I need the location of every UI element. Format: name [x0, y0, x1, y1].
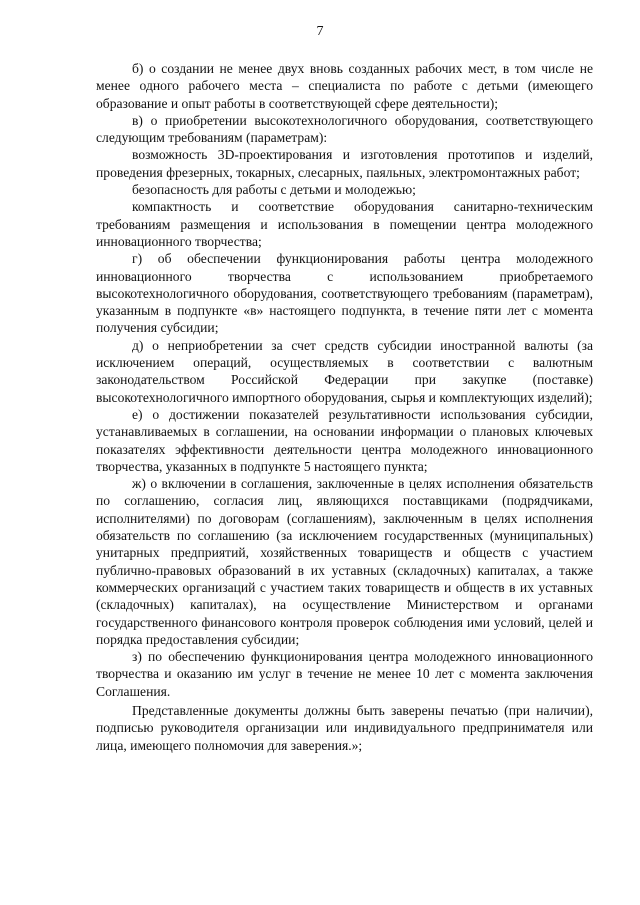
paragraph-v-requirement-compactness: компактность и соответствие оборудования санитарно-техническим требованиям размещения и использования в помещении центра молодежного инновационного творчества; [96, 199, 593, 249]
paragraph-b: б) о создании не менее двух вновь созданных рабочих мест, в том числе не менее одного рабочего места – специалиста по работе с детьми (имеющего образование и опыт работы в соответствующей сфере деятельности); [96, 61, 593, 111]
paragraph-g: г) об обеспечении функционирования работы центра молодежного инновационного творчества с использованием приобретаемого высокотехнологичного оборудования, соответствующего требованиям (параметрам), указанным в подпункте «в» настоящего подпункта, в течение пяти лет с момента получения субсидии; [96, 251, 593, 336]
paragraph-e: е) о достижении показателей результативности использования субсидии, устанавливаемых в соглашении, на основании информации о плановых ключевых показателях эффективности деятельности центра молодежного инновационного творчества, указанных в подпункте 5 настоящего пункта; [96, 406, 593, 474]
paragraph-v-requirement-3d: возможность 3D-проектирования и изготовления прототипов и изделий, проведения фрезерных, токарных, слесарных, паяльных, электромонтажных работ; [96, 147, 593, 180]
page-number: 7 [316, 24, 324, 39]
paragraph-v-requirement-safety: безопасность для работы с детьми и молодежью; [132, 182, 416, 198]
document-body [96, 60, 593, 754]
paragraph-d: д) о неприобретении за счет средств субсидии иностранной валюты (за исключением операций, осуществляемых в соответствии с валютным законодательством Российской Федерации при закупке (поставке) высокотехнологичного импортного оборудования, сырья и комплектующих изделий); [96, 337, 593, 405]
paragraph-v: в) о приобретении высокотехнологичного оборудования, соответствующего следующим требованиям (параметрам): [96, 112, 593, 146]
paragraph-zh: ж) о включении в соглашения, заключенные в целях исполнения обязательств по соглашению, согласия лиц, являющихся поставщиками (подрядчиками, исполнителями) по договорам (соглашениям), заключенным в целях исполнения обязательств по соглашению (за исключением государственных (муниципальных) унитарных предприятий, хозяйственных товариществ и обществ с участием публично-правовых образований в их уставных (складочных) капиталах, а также коммерческих организаций с участием таких товариществ и обществ в их уставных (складочных) капиталах), на осуществление Министерством и органами государственного финансового контроля проверок соблюдения ими условий, целей и порядка предоставления субсидии; [96, 476, 593, 647]
paragraph-certification: Представленные документы должны быть заверены печатью (при наличии), подписью руководителя организации или индивидуального предпринимателя или лица, имеющего полномочия для заверения.»; [96, 702, 593, 753]
paragraph-z: з) по обеспечению функционирования центра молодежного инновационного творчества и оказанию им услуг в течение не менее 10 лет с момента заключения Соглашения. [96, 649, 593, 699]
